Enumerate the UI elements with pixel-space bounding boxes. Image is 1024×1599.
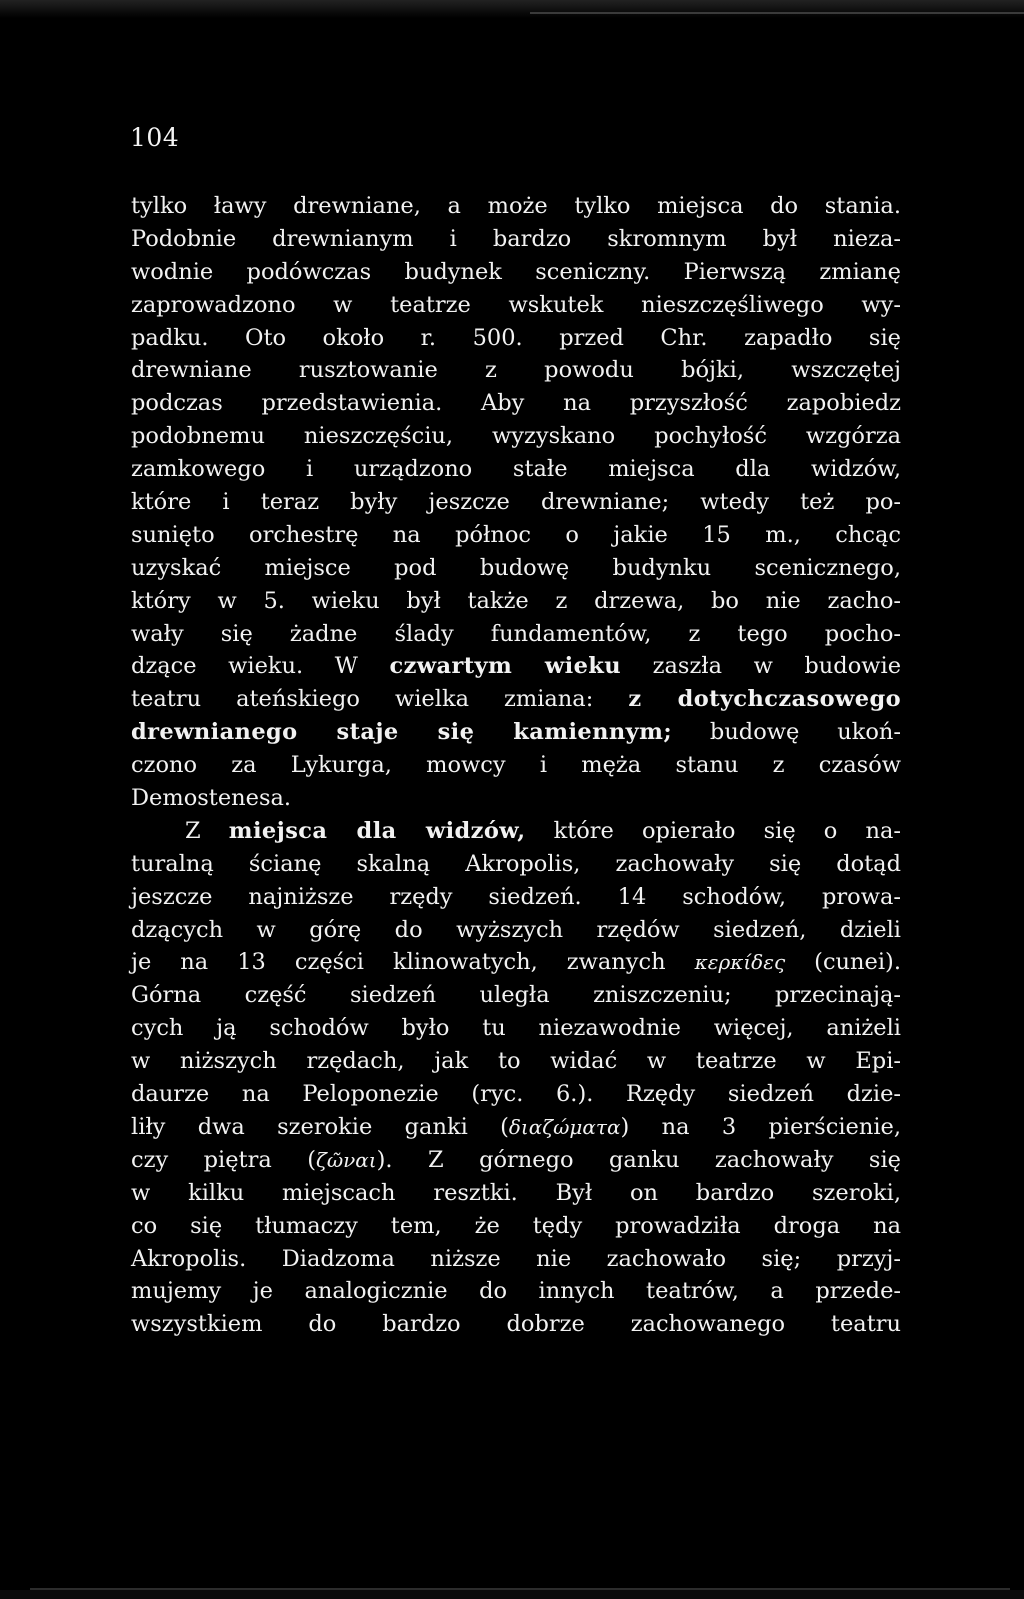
text-line: zaprowadzono w teatrze wskutek nieszczęśliwego wy- [131,291,901,318]
text-line: jeszcze najniższe rzędy siedzeń. 14 schodów, prowa- [131,883,901,910]
text-line: podczas przedstawienia. Aby na przyszłość zapobiedz [131,390,901,417]
text-line: turalną ścianę skalną Akropolis, zachowały się dotąd [131,850,901,877]
text-line [131,1144,901,1177]
text-run: (cunei). [785,949,901,976]
text-line: podobnemu nieszczęściu, wyzyskano pochyłość wzgórza [131,423,901,450]
text-line: które i teraz były jeszcze drewniane; wtedy też po- [131,489,901,516]
text-run: teatru ateńskiego wielka zmiana: [131,686,629,713]
text-run: Z [185,817,229,844]
text-line: który w 5. wieku był także z drzewa, bo nie zacho- [131,587,901,614]
text-line: czono za Lykurga, mowcy i męża stanu z czasów [131,752,901,779]
text-line: dzących w górę do wyższych rzędów siedzeń, dzieli [131,916,901,943]
text-line: tylko ławy drewniane, a może tylko miejsca do stania. [131,193,901,219]
text-line [131,716,901,749]
text-line: cych ją schodów było tu niezawodnie więcej, aniżeli [131,1015,901,1042]
text-line: sunięto orchestrę na północ o jakie 15 m., chcąc [131,521,901,548]
text-run: ) na 3 pierścienie, [620,1113,901,1140]
text-line: padku. Oto około r. 500. przed Chr. zapadło się [131,324,901,351]
scan-top-rule [530,12,1024,14]
text-line [131,946,901,979]
greek-term: κερκίδες [694,950,786,975]
text-line: mujemy je analogicznie do innych teatrów, a przede- [131,1278,901,1305]
text-run: liły dwa szerokie ganki ( [131,1113,509,1140]
page-number: 104 [130,123,180,152]
scan-top-edge [0,0,1024,18]
text-line: Akropolis. Diadzoma niższe nie zachowało się; przyj- [131,1245,901,1272]
text-line: w kilku miejscach resztki. Był on bardzo szeroki, [131,1179,901,1206]
text-line: Górna część siedzeń uległa zniszczeniu; przecinają- [131,982,901,1009]
text-line [131,1111,901,1144]
bold-phrase: czwartym wieku [389,653,622,680]
text-line: w niższych rzędach, jak to widać w teatrze w Epi- [131,1048,901,1075]
bold-phrase: drewnianego staje się kamiennym; [131,719,673,746]
text-line: drewniane rusztowanie z powodu bójki, wszczętej [131,357,901,384]
text-line: wszystkiem do bardzo dobrze zachowanego teatru [131,1311,901,1338]
text-line: wodnie podówczas budynek sceniczny. Pierwszą zmianę [131,258,901,285]
text-line [131,650,901,683]
text-line: co się tłumaczy tem, że tędy prowadziła droga na [131,1212,901,1239]
greek-term: ζῶναι [315,1147,377,1172]
text-line: Podobnie drewnianym i bardzo skromnym był nieza- [131,225,901,252]
text-run: je na 13 części klinowatych, zwanych [131,949,695,976]
body-text [131,190,901,1341]
bold-phrase: z dotychczasowego [628,686,901,713]
text-run: zaszła w budowie [621,653,902,680]
text-line: zamkowego i urządzono stałe miejsca dla widzów, [131,456,901,483]
text-run: dzące wieku. W [131,653,390,680]
paragraph-first-line [131,815,901,848]
text-line: Demostenesa. [131,785,292,812]
text-line: uzyskać miejsce pod budowę budynku scenicznego, [131,554,901,581]
bold-phrase: miejsca dla widzów, [228,817,526,844]
text-line [131,683,901,716]
greek-term: διαζώματα [508,1114,621,1139]
text-run: budowę ukoń- [672,719,901,746]
text-line: wały się żadne ślady fundamentów, z tego pocho- [131,620,901,647]
text-run: czy piętra ( [131,1146,316,1173]
text-line: daurze na Peloponezie (ryc. 6.). Rzędy siedzeń dzie- [131,1081,901,1108]
text-run: ). Z górnego ganku zachowały się [376,1146,901,1173]
scan-bottom-edge [0,1590,1024,1599]
text-run: które opierało się o na- [525,817,901,844]
